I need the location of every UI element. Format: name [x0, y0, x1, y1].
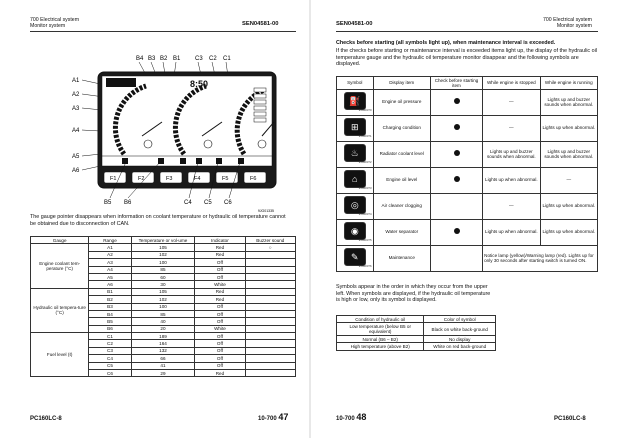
- gauge-range-cell: C2: [89, 340, 131, 347]
- left-footer-model: PC160LC-8: [30, 416, 62, 422]
- running-cell: Lights up when abnormal.: [540, 193, 597, 219]
- symbol-header-check: Check before starting item: [430, 77, 482, 90]
- display-item-cell: Maintenance: [373, 245, 430, 271]
- check-dot-icon: [454, 176, 460, 182]
- running-cell: —: [540, 167, 597, 193]
- display-item-cell: Engine oil level: [373, 167, 430, 193]
- gauge-buzzer-cell: [245, 370, 295, 377]
- stopped-cell: Lights up when abnormal.: [483, 167, 540, 193]
- fkey-f5-label: F5: [222, 176, 229, 182]
- gauge-range-cell: B3: [89, 303, 131, 310]
- label-b1: B1: [173, 56, 181, 62]
- gauge-range-cell: C5: [89, 362, 131, 369]
- monitor-figure: [66, 44, 298, 221]
- symbol-table-body: [337, 89, 598, 271]
- gauge-range-cell: A3: [89, 259, 131, 266]
- check-dot-icon: [454, 98, 460, 104]
- symbol-cell: [337, 219, 374, 245]
- left-header-code: SEN04581-00: [242, 21, 279, 27]
- right-footer-prefix: 10-700: [336, 416, 355, 422]
- hydraulic-color-cell: White on red back-ground: [424, 343, 496, 350]
- gauge-buzzer-cell: [245, 318, 295, 325]
- gauge-indicator-cell: Off: [195, 303, 245, 310]
- fkey-f1-label: F1: [110, 176, 117, 182]
- label-c1: C1: [223, 56, 231, 62]
- gauge-range-cell: C4: [89, 355, 131, 362]
- gauge-value-cell: 66: [131, 355, 195, 362]
- symbol-wrap: [338, 92, 372, 112]
- check-dot-icon: [454, 124, 460, 130]
- hydraulic-condition-cell: High temperature (above B2): [337, 343, 424, 350]
- gauge-buzzer-cell: [245, 251, 295, 258]
- gauge-value-cell: 102: [131, 296, 195, 303]
- gauge-buzzer-cell: [245, 362, 295, 369]
- gauge-range-cell: A6: [89, 281, 131, 288]
- label-a5: A5: [72, 154, 80, 160]
- symbol-code: 9JG00374: [358, 211, 372, 216]
- symbol-table-row: [337, 193, 598, 219]
- right-header-subsection: Monitor system: [556, 23, 592, 29]
- symbol-table-row: [337, 245, 598, 271]
- left-page: [6, 8, 302, 430]
- symbol-cell: [337, 193, 374, 219]
- hydraulic-color-cell: Black on white back-ground: [424, 323, 496, 336]
- gauge-table-row: [31, 244, 296, 251]
- gauge-buzzer-cell: [245, 296, 295, 303]
- gauge-range-cell: A4: [89, 266, 131, 273]
- gauge-buzzer-cell: [245, 333, 295, 340]
- symbol-code: 9JG00372: [358, 159, 372, 164]
- gauge-range-cell: B4: [89, 310, 131, 317]
- gauge-indicator-cell: Off: [195, 340, 245, 347]
- gauge-indicator-cell: Red: [195, 370, 245, 377]
- symbol-table-row: [337, 89, 598, 115]
- label-a4: A4: [72, 128, 80, 134]
- gauge-value-cell: 102: [131, 251, 195, 258]
- symbol-table-row: [337, 141, 598, 167]
- right-page-number: 48: [356, 412, 367, 422]
- gauge-range-cell: A2: [89, 251, 131, 258]
- gauge-header-buzzer: Buzzer sound: [245, 237, 295, 244]
- hydraulic-color-cell: No display: [424, 335, 496, 342]
- gauge-range-cell: C6: [89, 370, 131, 377]
- symbol-code: 9JG00373: [358, 185, 372, 190]
- book-spine: [309, 0, 311, 438]
- left-header-rule: [30, 31, 296, 32]
- gauge-header-gauge: Gauge: [31, 237, 89, 244]
- gauge-buzzer-cell: [245, 288, 295, 295]
- gauge-value-cell: 105: [131, 244, 195, 251]
- symbol-wrap: [338, 144, 372, 164]
- hydraulic-color-header-row: [337, 316, 496, 323]
- label-b5: B5: [104, 200, 112, 206]
- gauge-table: [30, 236, 296, 377]
- gauge-value-cell: 20: [131, 325, 195, 332]
- check-cell: [430, 141, 482, 167]
- status-indicator-left: [106, 78, 136, 87]
- fuel-gauge-icon: [258, 140, 266, 148]
- charging-icon: ⊞: [344, 118, 366, 136]
- gauge-buzzer-cell: [245, 266, 295, 273]
- symbol-wrap: [338, 196, 372, 216]
- gauge-header-range: Range: [89, 237, 131, 244]
- maintenance-icon: ✎: [344, 248, 366, 266]
- gauge-buzzer-cell: [245, 259, 295, 266]
- left-header-section: [30, 17, 79, 29]
- hydraulic-color-row: [337, 343, 496, 350]
- left-header-subsection: Monitor system: [30, 23, 66, 29]
- gauge-name-cell: Fuel level (ℓ): [31, 333, 89, 377]
- hydraulic-color-row: [337, 335, 496, 342]
- label-c3: C3: [195, 56, 203, 62]
- gauge-indicator-cell: Red: [195, 251, 245, 258]
- gauge-buzzer-cell: [245, 325, 295, 332]
- gauge-value-cell: 60: [131, 273, 195, 280]
- display-item-cell: Air cleaner clogging: [373, 193, 430, 219]
- gauge-buzzer-cell: [245, 347, 295, 354]
- gauge-indicator-cell: Off: [195, 333, 245, 340]
- label-b3: B3: [148, 56, 156, 62]
- gauge-table-header-row: [31, 237, 296, 244]
- stopped-cell: Lights up and buzzer sounds when abnormal.: [483, 141, 540, 167]
- hydraulic-color-row: [337, 323, 496, 336]
- symbol-code: 9JG00370: [358, 107, 372, 112]
- gauge-header-indicator: Indicator: [195, 237, 245, 244]
- hydraulic-color-body: [337, 323, 496, 350]
- symbol-table-row: [337, 115, 598, 141]
- gauge-indicator-cell: Off: [195, 362, 245, 369]
- hydraulic-header-condition: Condition of hydraulic oil: [337, 316, 424, 323]
- symbol-wrap: [338, 170, 372, 190]
- label-a1: A1: [72, 78, 80, 84]
- hydraulic-header-color: Color of symbol: [424, 316, 496, 323]
- symbol-table-header-row: [337, 77, 598, 90]
- right-paragraph-2: Symbols appear in the order in which they occur from the upper left. When symbols are displayed, if the hydraulic oil temperature is high or low, only its symbol is displayed.: [336, 284, 491, 304]
- symbol-cell: [337, 245, 374, 271]
- symbol-code: 9JG00375: [358, 237, 372, 242]
- gauge-table-row: [31, 333, 296, 340]
- gauge-table-body: [31, 244, 296, 377]
- label-c5: C5: [204, 200, 212, 206]
- coolant-level-icon: ♨: [344, 144, 366, 162]
- symbol-wrap: [338, 222, 372, 242]
- symbol-wrap: [338, 248, 372, 268]
- hydraulic-gauge-icon: [204, 140, 212, 148]
- symbol-code: 9JG00371: [358, 133, 372, 138]
- gauge-range-cell: A5: [89, 273, 131, 280]
- gauge-table-row: [31, 288, 296, 295]
- gauge-value-cell: 85: [131, 266, 195, 273]
- check-dot-icon: [454, 228, 460, 234]
- gauge-indicator-cell: Red: [195, 244, 245, 251]
- gauge-indicator-cell: Off: [195, 318, 245, 325]
- right-footer-page: [336, 412, 366, 422]
- check-dot-icon: [454, 150, 460, 156]
- gauge-indicator-cell: Off: [195, 347, 245, 354]
- gauge-range-cell: A1: [89, 244, 131, 251]
- gauge-indicator-cell: White: [195, 281, 245, 288]
- left-page-number: 47: [278, 412, 289, 422]
- gauge-indicator-cell: Off: [195, 355, 245, 362]
- stopped-cell: —: [483, 193, 540, 219]
- fkey-f2-label: F2: [138, 176, 145, 182]
- water-separator-icon: ◉: [344, 222, 366, 240]
- gauge-value-cell: 164: [131, 340, 195, 347]
- gauge-value-cell: 105: [131, 288, 195, 295]
- engine-oil-pressure-icon: ⛽: [344, 92, 366, 110]
- label-c6: C6: [224, 200, 232, 206]
- air-cleaner-icon: ◎: [344, 196, 366, 214]
- label-c2: C2: [209, 56, 217, 62]
- gauge-buzzer-cell: [245, 281, 295, 288]
- gauge-value-cell: 132: [131, 347, 195, 354]
- stopped-cell: —: [483, 115, 540, 141]
- fkey-f4-label: F4: [194, 176, 201, 182]
- left-footer-page: [258, 412, 288, 422]
- symbol-cell: [337, 89, 374, 115]
- symbol-header-running: While engine is running: [540, 77, 597, 90]
- stopped-cell: —: [483, 89, 540, 115]
- symbol-wrap: [338, 118, 372, 138]
- symbol-header-item: Display item: [373, 77, 430, 90]
- gauge-value-cell: 100: [131, 259, 195, 266]
- gauge-indicator-cell: White: [195, 325, 245, 332]
- gauge-buzzer-cell: [245, 355, 295, 362]
- running-cell: Lights up and buzzer sounds when abnormal.: [540, 141, 597, 167]
- right-paragraph: If the checks before starting or maintenance interval is exceeded items light up, the display of the hydraulic oil temperature gauge and the hydraulic oil temperature monitor disappear and the following symbols are displayed.: [336, 48, 597, 68]
- gauge-name-cell: Hydraulic oil tempera-ture (°C): [31, 288, 89, 332]
- display-item-cell: Water separator: [373, 219, 430, 245]
- hydraulic-condition-cell: Normal (B6 – B2): [337, 335, 424, 342]
- stopped-cell: Lights up when abnormal.: [483, 219, 540, 245]
- gauge-buzzer-cell: [245, 273, 295, 280]
- gauge-range-cell: B6: [89, 325, 131, 332]
- right-header-rule: [336, 31, 598, 32]
- gauge-buzzer-cell: [245, 310, 295, 317]
- fkey-f6-label: F6: [250, 176, 257, 182]
- gauge-name-cell: Engine coolant tem-perature (°C): [31, 244, 89, 288]
- check-cell: [430, 219, 482, 245]
- right-header-section-title: 700 Electrical system: [542, 17, 592, 23]
- gauge-range-cell: C1: [89, 333, 131, 340]
- gauge-buzzer-cell: [245, 303, 295, 310]
- gauge-value-cell: 30: [131, 281, 195, 288]
- check-cell: [430, 115, 482, 141]
- right-page: [316, 8, 612, 430]
- display-item-cell: Engine oil pressure: [373, 89, 430, 115]
- monitor-screen: [102, 76, 272, 166]
- right-header-code: SEN04581-00: [336, 21, 373, 27]
- gauge-buzzer-cell: ○: [245, 244, 295, 251]
- check-cell: [430, 193, 482, 219]
- gauge-range-cell: B5: [89, 318, 131, 325]
- gauge-value-cell: 29: [131, 370, 195, 377]
- hydraulic-color-table: [336, 315, 496, 351]
- right-subheading: Checks before starting (all symbols light up), when maintenance interval is exceeded.: [336, 40, 556, 46]
- gauge-value-cell: 40: [131, 318, 195, 325]
- gauge-range-cell: C3: [89, 347, 131, 354]
- display-item-cell: Charging condition: [373, 115, 430, 141]
- symbol-table: [336, 76, 598, 272]
- left-paragraph: The gauge pointer disappears when information on coolant temperature or hydraulic oil temperature cannot be obtained due to disconnection of CAN.: [30, 214, 286, 227]
- symbol-table-row: [337, 219, 598, 245]
- symbol-header-symbol: Symbol: [337, 77, 374, 90]
- gauge-buzzer-cell: [245, 340, 295, 347]
- label-a2: A2: [72, 92, 80, 98]
- check-cell: [430, 245, 482, 271]
- engine-oil-level-icon: ⌂: [344, 170, 366, 188]
- gauge-indicator-cell: Off: [195, 273, 245, 280]
- left-header-section-title: 700 Electrical system: [30, 17, 80, 23]
- running-cell: Lights up when abnormal.: [540, 115, 597, 141]
- label-b2: B2: [160, 56, 168, 62]
- label-a3: A3: [72, 106, 80, 112]
- gauge-indicator-cell: Off: [195, 266, 245, 273]
- check-cell: [430, 167, 482, 193]
- gauge-indicator-cell: Red: [195, 296, 245, 303]
- coolant-gauge-icon: [144, 140, 152, 148]
- display-item-cell: Radiator coolant level: [373, 141, 430, 167]
- left-footer-prefix: 10-700: [258, 416, 277, 422]
- label-c4: C4: [184, 200, 192, 206]
- monitor-diagram: [66, 44, 298, 216]
- running-cell: Lights up and buzzer sounds when abnormal.: [540, 89, 597, 115]
- gauge-value-cell: 189: [131, 333, 195, 340]
- clock-display: 8:50: [190, 79, 209, 89]
- symbol-table-row: [337, 167, 598, 193]
- symbol-cell: [337, 115, 374, 141]
- symbol-cell: [337, 167, 374, 193]
- gauge-indicator-cell: Off: [195, 259, 245, 266]
- symbol-header-stopped: While engine is stopped: [483, 77, 540, 90]
- gauge-value-cell: 100: [131, 303, 195, 310]
- label-a6: A6: [72, 168, 80, 174]
- gauge-range-cell: B1: [89, 288, 131, 295]
- symbol-code: 9JG00376: [358, 263, 372, 268]
- right-footer-model: PC160LC-8: [554, 416, 586, 422]
- symbol-cell: [337, 141, 374, 167]
- right-header-section: [543, 17, 592, 29]
- gauge-value-cell: 85: [131, 310, 195, 317]
- figure-code: 9JG01335: [257, 209, 274, 213]
- fkey-f3-label: F3: [166, 176, 173, 182]
- gauge-indicator-cell: Red: [195, 288, 245, 295]
- label-b6: B6: [124, 200, 132, 206]
- maintenance-note-cell: Notice lamp (yellow)/Warning lamp (red). Lights up for only 30 seconds after starting switch is turned ON.: [483, 245, 598, 271]
- gauge-value-cell: 41: [131, 362, 195, 369]
- check-cell: [430, 89, 482, 115]
- running-cell: Lights up when abnormal.: [540, 219, 597, 245]
- hydraulic-condition-cell: Low temperature (below B5 or equivalent): [337, 323, 424, 336]
- gauge-range-cell: B2: [89, 296, 131, 303]
- gauge-indicator-cell: Off: [195, 310, 245, 317]
- gauge-header-value: Temperature or vol-ume: [131, 237, 195, 244]
- label-b4: B4: [136, 56, 144, 62]
